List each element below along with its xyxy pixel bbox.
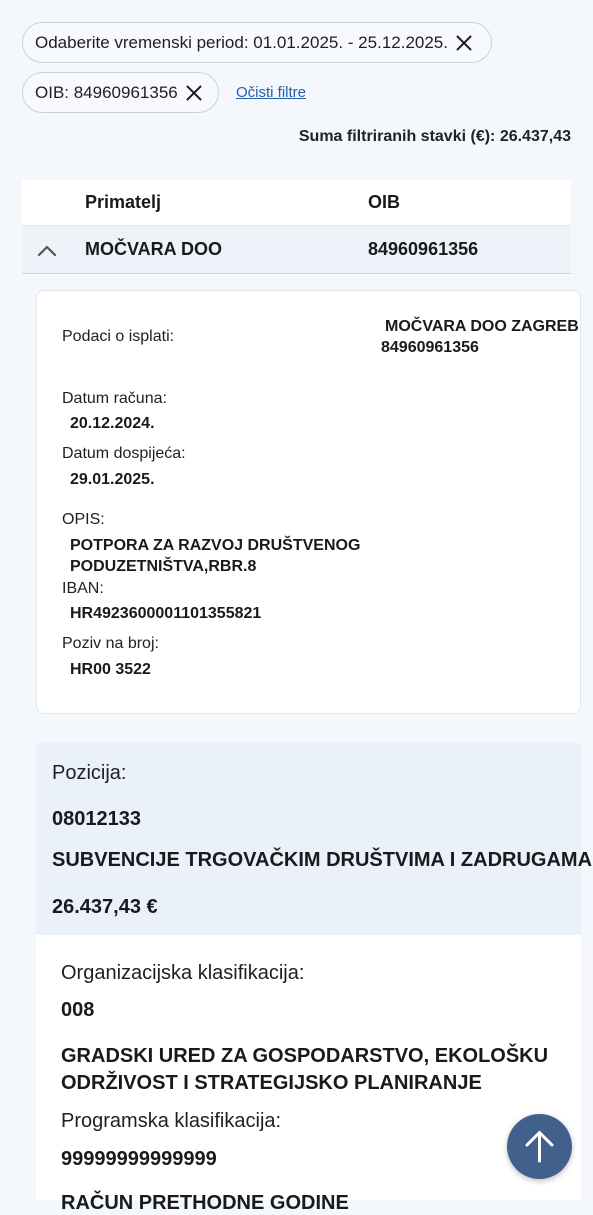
prior-year-account-label: RAČUN PRETHODNE GODINE [61, 1192, 349, 1214]
column-header-recipient: Primatelj [85, 192, 162, 212]
position-card [36, 743, 593, 1214]
org-classification-name-1: GRADSKI URED ZA GOSPODARSTVO, EKOLOŠKU [61, 1045, 549, 1067]
position-header [36, 743, 593, 935]
org-classification-name-2: ODRŽIVOST I STRATEGIJSKO PLANIRANJE [61, 1072, 482, 1094]
position-code: 08012133 [52, 808, 141, 830]
position-label: Pozicija: [52, 762, 127, 784]
filtered-sum: Suma filtriranih stavki (€): 26.437,43 [298, 128, 571, 145]
column-header-oib: OIB [368, 192, 401, 212]
invoice-date-label: Datum računa: [62, 390, 167, 407]
filter-chip-period-label: Odaberite vremenski period: 01.01.2025. - 25.12.2025. [35, 32, 448, 52]
program-classification-label: Programska klasifikacija: [61, 1110, 282, 1132]
program-classification-code: 99999999999999 [61, 1148, 217, 1170]
filter-chip-oib-label: OIB: 84960961356 [35, 82, 178, 102]
filter-chip-period[interactable] [22, 22, 492, 63]
description-line-1: POTPORA ZA RAZVOJ DRUŠTVENOG [70, 537, 361, 554]
iban-value: HR4923600001101355821 [70, 605, 262, 622]
payment-data-label: Podaci o isplati: [62, 328, 175, 345]
due-date: 29.01.2025. [70, 471, 155, 488]
position-name: SUBVENCIJE TRGOVAČKIM DRUŠTVIMA I ZADRUGAMA [52, 849, 593, 871]
table-row[interactable] [22, 226, 571, 274]
reference-label: Poziv na broj: [62, 635, 159, 652]
close-icon[interactable] [454, 33, 474, 53]
table-header [22, 180, 571, 226]
row-recipient: MOČVARA DOO [85, 239, 222, 259]
chevron-up-icon[interactable] [38, 242, 56, 260]
payment-name: MOČVARA DOO ZAGREB [385, 318, 579, 335]
filter-chip-oib[interactable] [22, 72, 219, 113]
clear-filters-link[interactable]: Očisti filtre [236, 84, 307, 101]
close-icon[interactable] [184, 83, 204, 103]
description-line-2: PODUZETNIŠTVA,RBR.8 [70, 558, 257, 575]
row-oib: 84960961356 [368, 239, 479, 259]
scroll-to-top-button[interactable] [507, 1114, 572, 1179]
due-date-label: Datum dospijeća: [62, 445, 186, 462]
org-classification-label: Organizacijska klasifikacija: [61, 962, 305, 984]
payment-details-card [36, 290, 581, 714]
description-label: OPIS: [62, 511, 105, 528]
invoice-date: 20.12.2024. [70, 415, 155, 432]
org-classification-code: 008 [61, 999, 95, 1021]
position-amount: 26.437,43 € [52, 896, 158, 918]
arrow-up-icon [507, 1114, 572, 1179]
reference-value: HR00 3522 [70, 661, 151, 678]
iban-label: IBAN: [62, 580, 104, 597]
payment-oib: 84960961356 [381, 339, 479, 356]
